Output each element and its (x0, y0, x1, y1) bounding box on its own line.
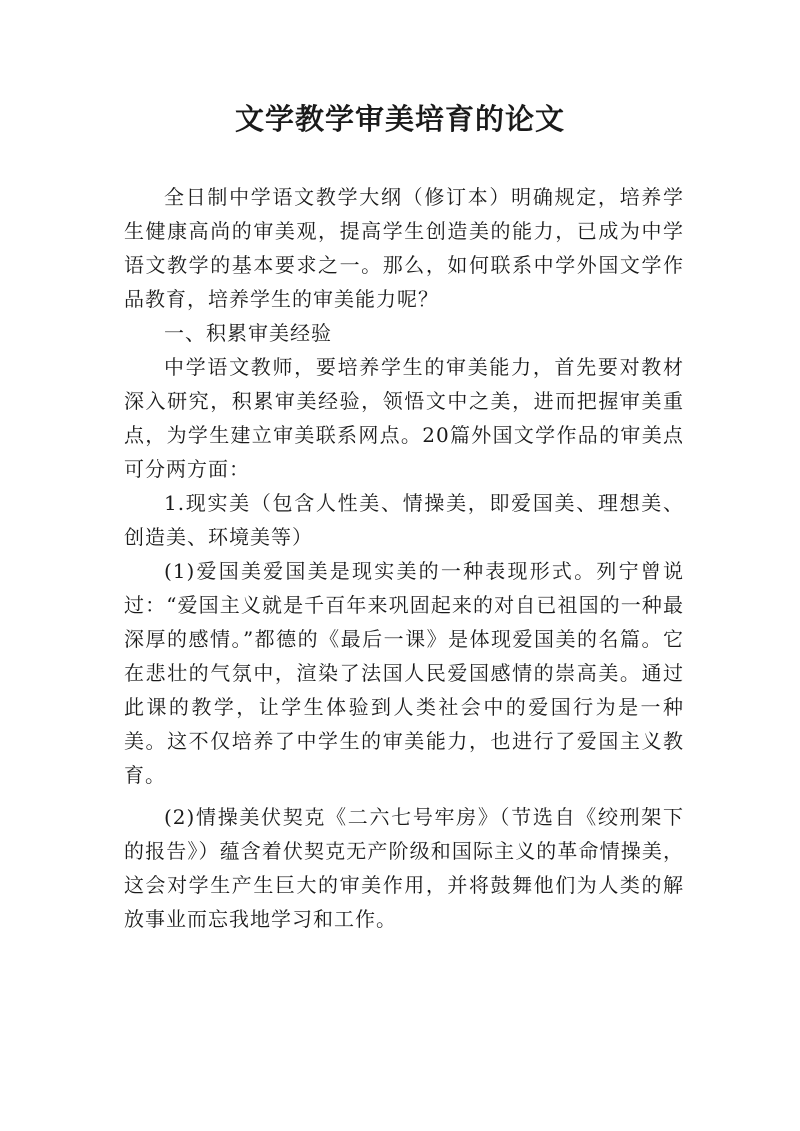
paragraph-intro: 全日制中学语文教学大纲（修订本）明确规定，培养学生健康高尚的审美观，提高学生创造美的能力，已成为中学语文教学的基本要求之一。那么，如何联系中学外国文学作品教育，培养学生的审美能力呢？ (124, 185, 684, 311)
subheading-realistic-beauty: 1.现实美（包含人性美、情操美，即爱国美、理想美、创造美、环境美等） (124, 491, 684, 549)
document-title: 文学教学审美培育的论文 (234, 102, 565, 136)
paragraph-patriotic-beauty: (1)爱国美爱国美是现实美的一种表现形式。列宁曾说过：“爱国主义就是千百年来巩固起来的对自已祖国的一种最深厚的感情。”都德的《最后一课》是体现爱国美的名篇。它在悲壮的气氛中，渲染了法国人民爱国感情的崇高美。通过此课的教学，让学生体验到人类社会中的爱国行为是一种美。这不仅培养了中学生的审美能力，也进行了爱国主义教育。 (124, 559, 684, 787)
section-heading-1: 一、积累审美经验 (164, 321, 332, 345)
paragraph-section-1: 中学语文教师，要培养学生的审美能力，首先要对教材深入研究，积累审美经验，领悟文中之美，进而把握审美重点，为学生建立审美联系网点。20篇外国文学作品的审美点可分两方面： (124, 355, 684, 481)
paragraph-sentiment-beauty: (2)情操美伏契克《二六七号牢房》（节选自《绞刑架下的报告》）蕴含着伏契克无产阶级和国际主义的革命情操美，这会对学生产生巨大的审美作用，并将鼓舞他们为人类的解放事业而忘我地学习和工作。 (124, 805, 684, 931)
document-body (124, 180, 684, 936)
